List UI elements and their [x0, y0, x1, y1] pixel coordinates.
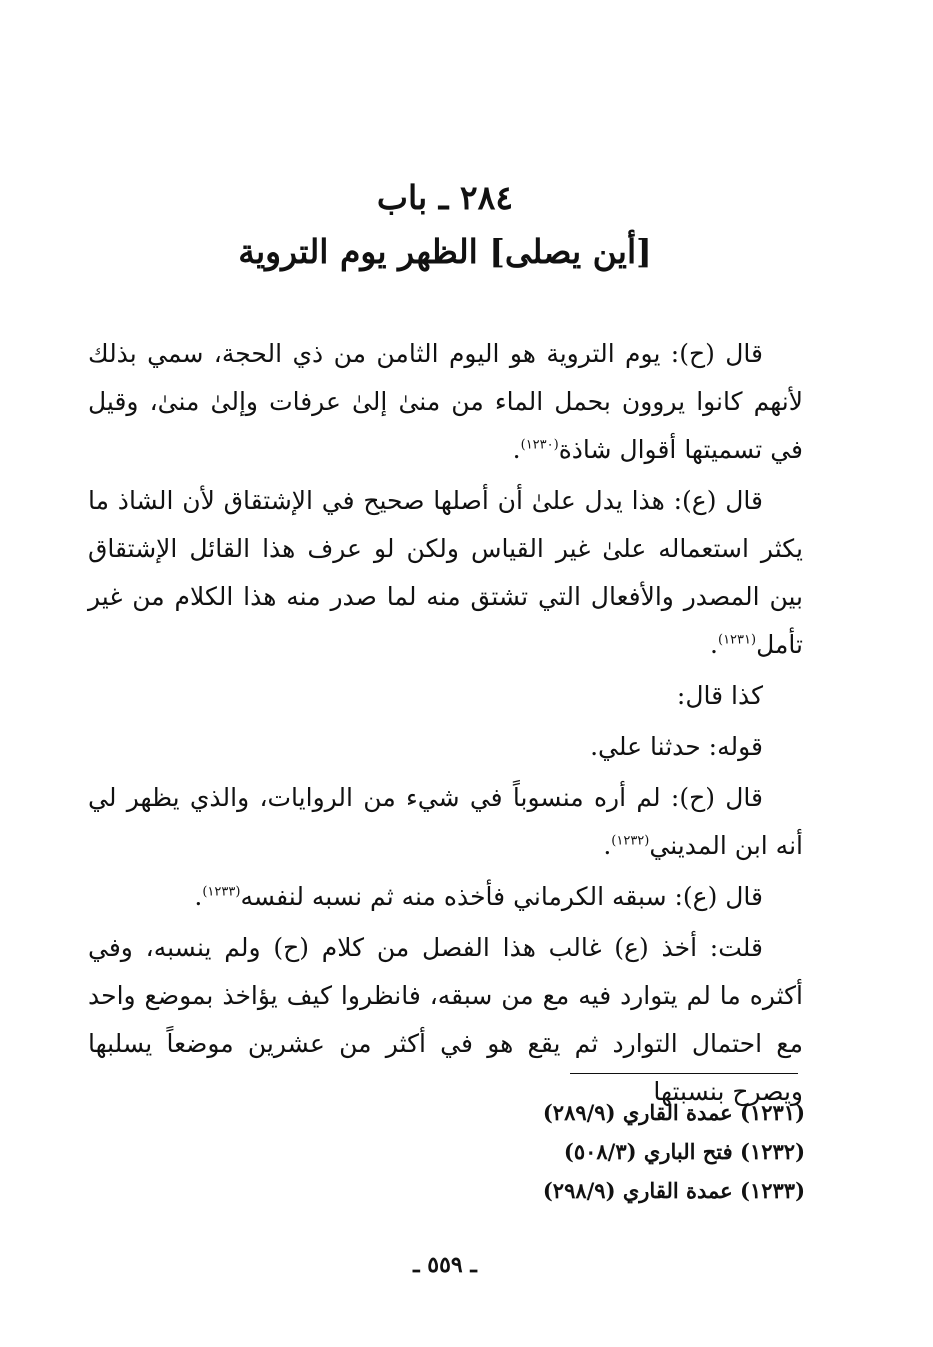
body-text [88, 330, 803, 1119]
footnote-divider [570, 1073, 798, 1074]
footnote-1231: (١٢٣١) عمدة القاري (٢٨٩/٩) [542, 1100, 805, 1125]
footnote-reference: (١٢٣٢) [611, 833, 650, 849]
paragraph-text: قال (ع): سبقه الكرماني فأخذه منه ثم نسبه لنفسه [240, 882, 763, 911]
footnote-1233: (١٢٣٣) عمدة القاري (٢٩٨/٩) [542, 1178, 805, 1203]
paragraph-text: قلت: أخذ (ع) غالب هذا الفصل من كلام (ح) ولم ينسبه، وفي أكثره ما لم يتوارد فيه مع من سبقه، فانظروا كيف يؤاخذ بموضع واحد مع احتمال التوارد ثم يقع هو في أكثر من عشرين موضعاً يسلبها ويصرح بنسبتها [88, 933, 803, 1106]
paragraph-end: . [710, 630, 718, 659]
chapter-title: [أين يصلى] الظهر يوم التروية [238, 232, 652, 271]
paragraph-4 [88, 723, 803, 771]
paragraph-end: . [512, 435, 521, 464]
chapter-number: ٢٨٤ ـ باب [376, 178, 514, 217]
paragraph-6 [88, 873, 803, 921]
footnote-reference: (١٢٣٠) [520, 437, 559, 453]
paragraph-5 [88, 774, 803, 870]
footnote-reference: (١٢٣١) [718, 632, 757, 648]
footnotes [405, 1093, 805, 1210]
paragraph-end: . [194, 882, 203, 911]
footnote-1232: (١٢٣٢) فتح الباري (٥٠٨/٣) [563, 1139, 805, 1164]
paragraph-text: قال (ح): لم أره منسوباً في شيء من الروايات، والذي يظهر لي أنه ابن المديني [88, 783, 803, 860]
paragraph-text: قوله: حدثنا علي. [590, 732, 763, 761]
paragraph-1 [88, 330, 803, 474]
paragraph-7 [88, 924, 803, 1116]
page-number: ـ ٥٥٩ ـ [413, 1252, 477, 1278]
footnote-reference: (١٢٣٣) [202, 884, 241, 900]
paragraph-3 [88, 672, 803, 720]
paragraph-text: قال (ع): هذا يدل علىٰ أن أصلها صحيح في الإشتقاق لأن الشاذ ما يكثر استعماله علىٰ غير القياس ولكن لو عرف هذا القائل الإشتقاق بين المصدر والأفعال التي تشتق منه لما صدر منه هذا الكلام من غير تأمل [88, 486, 803, 659]
paragraph-2 [88, 477, 803, 669]
paragraph-text: كذا قال: [676, 681, 763, 710]
paragraph-text: قال (ح): يوم التروية هو اليوم الثامن من ذي الحجة، سمي بذلك لأنهم كانوا يروون بحمل الماء من منىٰ إلىٰ عرفات وإلىٰ منىٰ، وقيل في تسميتها أقوال شاذة [88, 339, 803, 464]
paragraph-end: . [603, 831, 612, 860]
